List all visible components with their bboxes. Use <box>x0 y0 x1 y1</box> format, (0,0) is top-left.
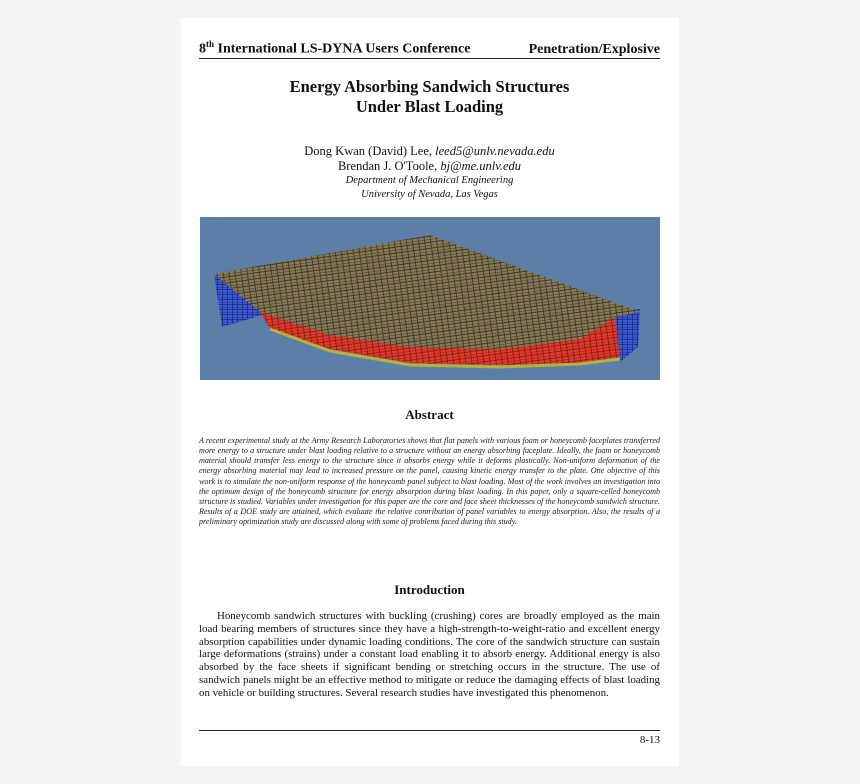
introduction-heading: Introduction <box>394 582 465 597</box>
page-number: 8-13 <box>639 734 660 746</box>
section-label: Penetration/Explosive <box>528 41 660 57</box>
header-divider <box>199 58 660 59</box>
author-block <box>199 144 660 202</box>
abstract-heading: Abstract <box>405 407 454 422</box>
running-header <box>199 39 660 58</box>
footer-divider <box>199 730 660 731</box>
university: University of Nevada, Las Vegas <box>361 189 498 200</box>
author-2-email[interactable]: bj@me.unlv.edu <box>440 159 522 173</box>
honeycomb-panel-figure <box>200 217 660 380</box>
deformed-panel-render <box>200 217 660 380</box>
paper-title <box>199 77 660 117</box>
introduction-body <box>199 610 660 700</box>
department: Department of Mechanical Engineering <box>345 175 514 186</box>
introduction-text: Honeycomb sandwich structures with buckling (crushing) cores are broadly employed as the main load bearing members of structures since they have a high-strength-to-weight-ratio and excellent energy absorption capabilities under dynamic loading conditions. The core of the sandwich structure can sustain large deformations (strains) under a constant load enabling it to absorb energy. Additional energy is also absorbed by the face sheets if significant bending or stretching occurs in the structure. The use of sandwich panels might be an effective method to mitigate or reduce the damaging effects of blast loading on vehicle or building structures. Several research studies have investigated this phenomenon. <box>199 610 660 699</box>
title-line-1: Energy Absorbing Sandwich Structures <box>289 77 570 96</box>
conference-title: 8th International LS-DYNA Users Conference <box>199 39 471 57</box>
author-1-email[interactable]: leed5@unlv.nevada.edu <box>435 144 555 158</box>
title-line-2: Under Blast Loading <box>355 97 504 116</box>
abstract-body: A recent experimental study at the Army Research Laboratories shows that flat panels with various foam or honeycomb faceplates transferred more energy to a structure under blast loading relative to a structure without an energy absorbing faceplate. Ideally, the foam or honeycomb material should transfer less energy to the structure since it absorbs energy while it deforms plastically. Non-uniform deformation of the energy absorbing material may lead to increased pressure on the panel, causing kinetic energy transfer to the plate. One objective of this work is to simulate the non-uniform response of the honeycomb panel subject to blast loading. Most of the work involves an investigation into the optimum design of the honeycomb structure for energy absorption during blast loading. In this paper, only a square-celled honeycomb structure is studied. Variables under investigation for this paper are the core and face sheet thicknesses of the honeycomb sandwich structure. Results of a DOE study are attained, which evaluate the relative contribution of panel variables to energy absorption. Also, the results of a preliminary optimization study are discussed along with some of problems faced during this study. <box>199 436 660 527</box>
author-1: Dong Kwan (David) Lee, leed5@unlv.nevada.edu <box>304 144 555 158</box>
author-2: Brendan J. O'Toole, bj@me.unlv.edu <box>337 159 522 173</box>
